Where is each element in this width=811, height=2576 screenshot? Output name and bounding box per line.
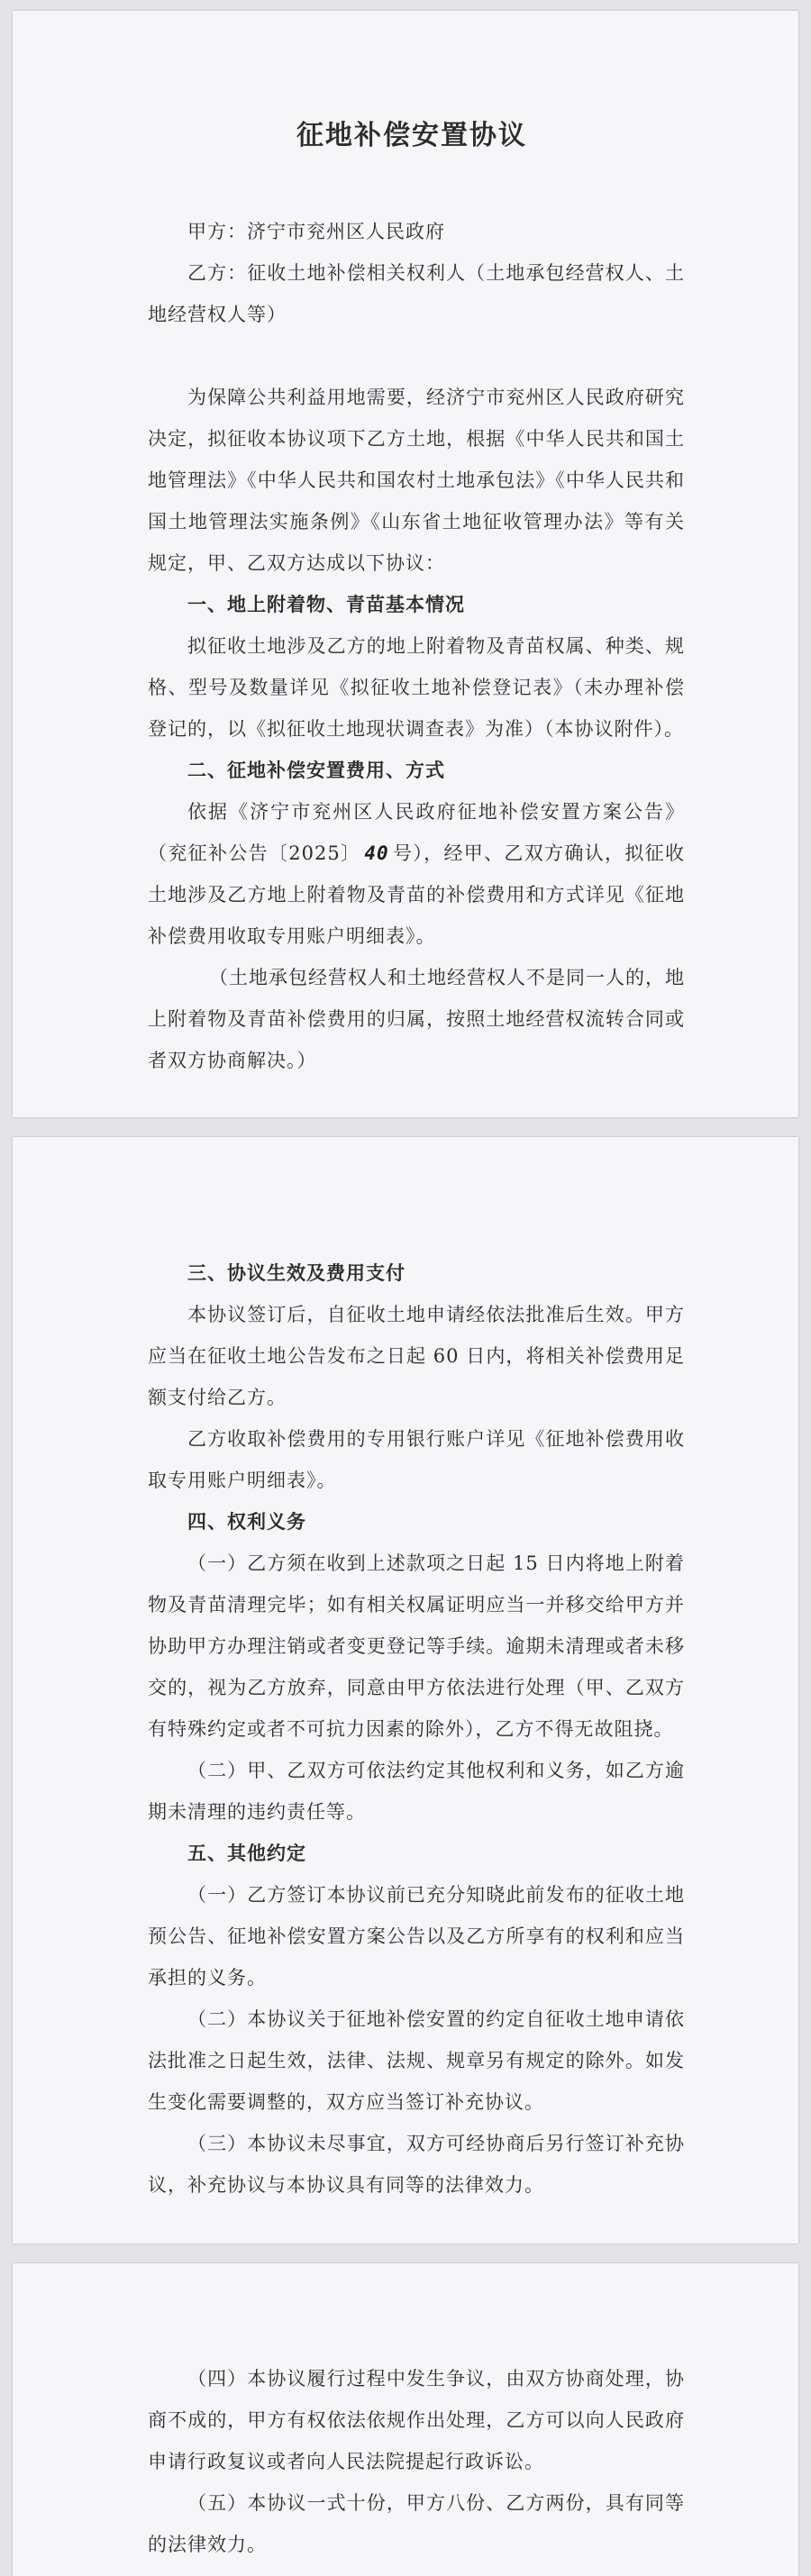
section-3-paragraph-2: 乙方收取补偿费用的专用银行账户详见《征地补偿费用收取专用账户明细表》。 [148, 1428, 685, 1491]
document-page-3 [13, 2263, 798, 2576]
section-4-paragraph-1: （一）乙方须在收到上述款项之日起 15 日内将地上附着物及青苗清理完毕；如有相关权属证明应当一并移交给甲方并协助甲方办理注销或者变更登记等手续。逾期未清理或者未移交的，视为乙方放弃，同意由甲方依法进行处理（甲、乙双方有特殊约定或者不可抗力因素的除外），乙方不得无故阻挠。 [148, 1552, 685, 1740]
section-3-heading: 三、协议生效及费用支付 [187, 1262, 406, 1284]
document-page-1 [13, 11, 798, 1117]
section-5-paragraph-4: （四）本协议履行过程中发生争议，由双方协商处理，协商不成的，甲方有权依法依规作出处理，乙方可以向人民政府申请行政复议或者向人民法院提起行政诉讼。 [148, 2368, 685, 2472]
intro-paragraph: 为保障公共利益用地需要，经济宁市兖州区人民政府研究决定，拟征收本协议项下乙方土地，根据《中华人民共和国土地管理法》《中华人民共和国农村土地承包法》《中华人民共和国土地管理法实施条例》《山东省土地征收管理办法》等有关规定，甲、乙双方达成以下协议： [148, 387, 685, 574]
paragraph-gap [148, 335, 685, 377]
document-page-2 [13, 1137, 798, 2244]
handwritten-number: 40 [364, 842, 389, 864]
section-3-paragraph-1: 本协议签订后，自征收土地申请经依法批准后生效。甲方应当在征收土地公告发布之日起 60 日内，将相关补偿费用足额支付给乙方。 [148, 1304, 685, 1408]
section-5-paragraph-3: （三）本协议未尽事宜，双方可经协商后另行签订补充协议，补充协议与本协议具有同等的法律效力。 [148, 2133, 685, 2196]
party-a-line: 甲方：济宁市兖州区人民政府 [187, 221, 445, 242]
section-1-heading: 一、地上附着物、青苗基本情况 [187, 594, 465, 615]
section-2-body-post: 号），经甲、乙双方确认，拟征收土地涉及乙方地上附着物及青苗的补偿费用和方式详见《征地补偿费用收取专用账户明细表》。 [148, 842, 685, 947]
section-5-heading: 五、其他约定 [187, 1843, 306, 1864]
party-b-line: 乙方：征收土地补偿相关权利人（土地承包经营权人、土地经营权人等） [148, 262, 685, 325]
section-2-body [148, 791, 685, 957]
section-2-body-pre: 依据《济宁市兖州区人民政府征地补偿安置方案公告》（兖征补公告〔2025〕 [148, 801, 685, 864]
document-title: 征地补偿安置协议 [296, 120, 527, 151]
section-5-paragraph-1: （一）乙方签订本协议前已充分知晓此前发布的征收土地预公告、征地补偿安置方案公告以及乙方所享有的权利和应当承担的义务。 [148, 1884, 685, 1989]
section-5-paragraph-2: （二）本协议关于征地补偿安置的约定自征收土地申请依法批准之日起生效，法律、法规、规章另有规定的除外。如发生变化需要调整的，双方应当签订补充协议。 [148, 2008, 685, 2113]
section-1-body: 拟征收土地涉及乙方的地上附着物及青苗权属、种类、规格、型号及数量详见《拟征收土地补偿登记表》（未办理补偿登记的，以《拟征收土地现状调查表》为准）（本协议附件）。 [148, 635, 685, 740]
section-2-note: （土地承包经营权人和土地经营权人不是同一人的，地上附着物及青苗补偿费用的归属，按照土地经营权流转合同或者双方协商解决。） [148, 967, 685, 1071]
section-4-heading: 四、权利义务 [187, 1511, 306, 1533]
section-4-paragraph-2: （二）甲、乙双方可依法约定其他权利和义务，如乙方逾期未清理的违约责任等。 [148, 1760, 685, 1823]
section-2-heading: 二、征地补偿安置费用、方式 [187, 760, 445, 781]
section-5-paragraph-5: （五）本协议一式十份，甲方八份、乙方两份，具有同等的法律效力。 [148, 2492, 685, 2555]
